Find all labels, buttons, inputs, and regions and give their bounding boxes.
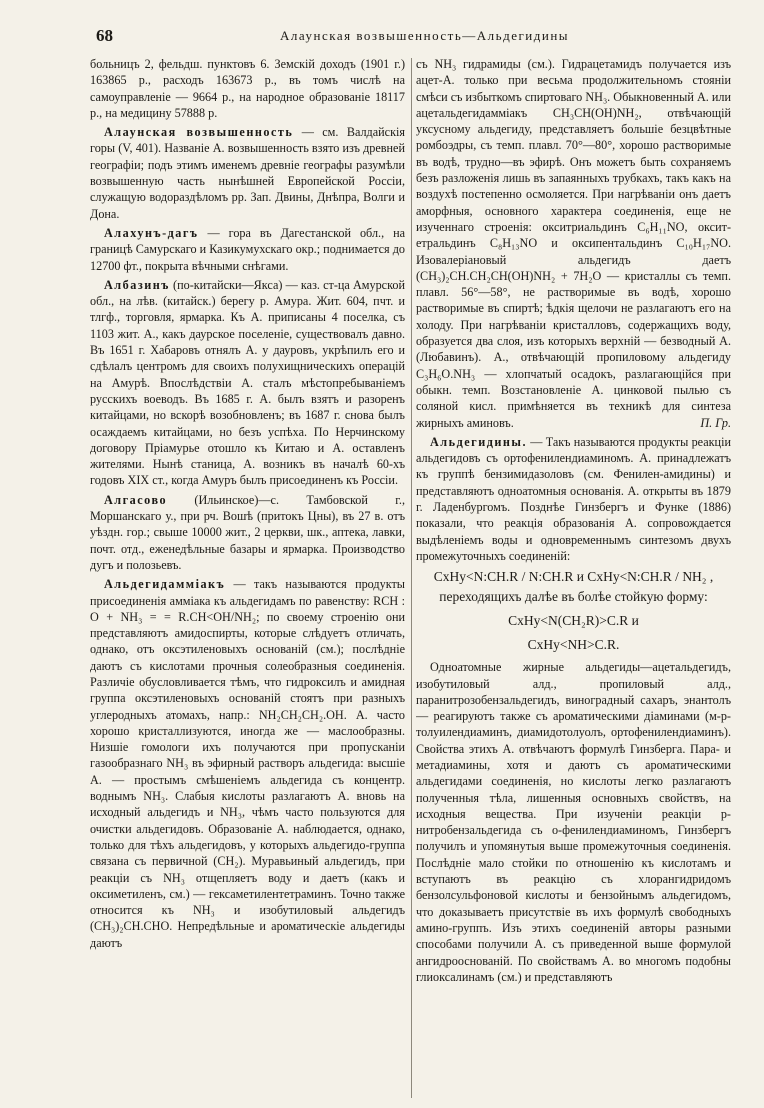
formula: CxHy<NH>C.R. bbox=[527, 637, 620, 653]
headword-algasovo: Алгасово bbox=[104, 492, 168, 507]
entry-text: — гора въ Дагестанской обл., на границѣ Самурскаго и Казикумухскаго окр.; поднимается до 12700 фт., покрыта вѣчными снѣгами. bbox=[90, 225, 405, 273]
paragraph-continuation bbox=[416, 56, 731, 431]
equation: = R.CH<OH/NH₂; bbox=[164, 609, 260, 624]
formula: CxHy<N:CH.R / N:CH.R и CxHy<N:CH.R / NH₂ , bbox=[433, 569, 714, 585]
paragraph-continuation: больницъ 2, фельдш. пунктовъ 6. Земскій доходъ (1901 г.) 163865 р., расходъ 163673 р., въ томъ числѣ на самоуправленіе — 9664 р., на народное образованіе 18117 р., на медицину 57888 р. bbox=[90, 57, 405, 120]
formula-stable-form-2 bbox=[416, 635, 731, 655]
entry-alaunskaya bbox=[90, 124, 405, 222]
column-divider bbox=[411, 58, 412, 1098]
entry-text: по своему строенію они представляютъ амидоспирты, которые слѣдуетъ отличать, однако, отъ оксэтиленовыхъ основаній (см.); послѣдніе даютъ съ кислотами прочныя солеобразныя соединенія. Различіе обусловливается тѣмъ, что гидроксилъ и амидная группа оксэтиленовыхъ основаній стоятъ при разныхъ углеродныхъ атомахъ, напр.: NH₂CH₂CH₂.OH. А. часто хорошо кристаллизуются, иногда же — маслообразны. Низшіе гомологи ихъ получаются при пропусканіи газообразнаго NH₃ въ эфирный растворъ альдегида: высшіе А. — простымъ смѣшеніемъ альдегида съ концентр. воднымъ NH₃. Слабыя кислоты разлагаютъ А. вновь на исходный альдегидъ и NH₃, чѣмъ часто пользуются для очистки альдегидовъ. Образованіе А. наблюдается, однако, только для тѣхъ альдегидовъ, у которыхъ альдегидо-группа связана съ первичной (CH₂). Муравьиный альдегидъ, при реакціи съ NH₃ отщепляетъ воду и даетъ (какъ и оксиметиленъ, см.) — гексаметилентетраминъ. Точно также относится къ NH₃ и изобутиловый альдегидъ (CH₃)₂CH.CHO. Непредѣльные и ароматическіе альдегиды даютъ bbox=[90, 609, 405, 950]
entry-algasovo bbox=[90, 492, 405, 573]
formula-text: переходящихъ далѣе въ болѣе стойкую форму: bbox=[439, 589, 708, 605]
headword-aldegidiny: Альдегидины. bbox=[430, 434, 527, 449]
entry-text: (по-китайски—Якса) — каз. ст-ца Амурской обл., на лѣв. (китайск.) берегу р. Амура. Жит. 604, пчт. и тлгф., торговля, ярмарка. Къ А. приписаны 4 поселка, съ 1103 жит. А., какъ даурское поселеніе, существовалъ давно. Въ 1651 г. Хабаровъ отнялъ А. у дауровъ, укрѣпилъ его и сдѣлалъ центромъ для своихъ полухищническихъ операцій на Амурѣ. Впослѣдствіи А. сталъ мѣстопребываніемъ русскихъ воеводъ. Въ 1685 г. А. былъ взятъ и разоренъ китайцами, но вскорѣ возобновленъ; въ 1687 г. снова былъ осаждаемъ китайцами, но безъ успѣха. По Нерчинскому договору Пріамурье отошло къ Китаю и А. оставленъ жителями. Нынѣ станица, А. возникъ въ началѣ 60-хъ годовъ XIX ст., когда Амуръ былъ присоединенъ къ Россіи. bbox=[90, 277, 405, 488]
entry-albazin bbox=[90, 277, 405, 489]
right-column bbox=[416, 56, 731, 1096]
headword-aldegidammiak: Альдегидаммiакъ bbox=[104, 577, 226, 592]
formula-intermediates bbox=[416, 567, 731, 607]
author-signature: П. Гр. bbox=[700, 415, 731, 430]
left-column bbox=[90, 56, 405, 1096]
entry-aldegidammiak bbox=[90, 576, 405, 951]
entry-text: — см. Валдайскія горы (V, 401). Названіе А. возвышенность взято изъ древней географіи; подъ этимъ именемъ древніе географы разумѣли возвышенную часть нынѣшней Европейской Россіи, служащую водораздѣломъ рр. Зап. Двины, Днѣпра, Волги и Дона. bbox=[90, 125, 405, 221]
headword-alaunskaya: Алаунская возвышенность bbox=[104, 125, 294, 140]
entry-text: съ NH₃ гидрамиды (см.). Гидрацетамидъ получается изъ ацет-А. только при весьма продолжительномъ стояніи смѣси съ избыткомъ спиртоваго NH₃. Обыкновенный А. или ацетальдегидаммiакъ CH₃CH(OH)NH₂, отвѣчающій уксусному альдегиду, представляетъ большіе безцвѣтные ромбоэдры, съ темп. плавл. 70°—80°, хорошо растворимые въ водѣ, трудно—въ эфирѣ. Онъ можетъ быть сохраняемъ безъ разложенія лишь въ запаянныхъ трубкахъ, такъ какъ на воздухѣ постепенно осмоляется. При нагрѣваніи онъ даетъ аморфныя, основного характера соединенія, еще не изученнаго строенія: окситриальдинъ C₆H₁₁NO, окситетральдинъ C₈H₁₃NO и оксипентальдинъ C₁₀H₁₇NO. Изовалеріановый альдегидъ даетъ (CH₃)₂CH.CH₂CH(OH)NH₂ + 7H₂O — кристаллы съ темп. плавл. 56°—58°, не растворимые въ водѣ, хорошо растворимые въ спиртѣ; ѣдкія щелочи не разлагаютъ его на холоду. При нагрѣваніи кристалловъ, содержащихъ воду, образуется два слоя, изъ которыхъ верхній — безводный А. (Любавинъ). А., отвѣчающій пропиловому альдегиду C₃H₆O.NH₃ — хлопчатый осадокъ, разлагающійся при обыкн. темп. Возстановленіе А. цинковой пылью съ соляной кисл. примѣняется въ техникѣ для синтеза жирныхъ аминовъ. bbox=[416, 57, 731, 430]
formula-stable-form bbox=[416, 611, 731, 631]
headword-alahun-dag: Алахунъ-дагъ bbox=[104, 225, 199, 240]
entry-text: (Ильинское)—с. Тамбовской г., Моршанскаго у., при рч. Вошѣ (притокъ Цны), въ 27 в. отъ уѣздн. гор.; свыше 10000 жит., 2 церкви, шк., аптека, лавки, почт. отд., еженедѣльные базары и ярмарка. Производство дугъ и полозьевъ. bbox=[90, 492, 405, 572]
formula: CxHy<N(CH₂R)>C.R и bbox=[508, 613, 639, 629]
entry-aldegidiny bbox=[416, 434, 731, 564]
equation: RCH : O + NH₃ = bbox=[90, 593, 405, 624]
running-header: Алаунская возвышенность—Альдегидины bbox=[280, 28, 570, 43]
entry-text: — Такъ называются продукты реакціи альдегидовъ съ ортофенилендиаминомъ. А. принадлежатъ къ группѣ бензимидазоловъ (см. Фенилен-амидины) и представляютъ одноатомныя основанія. А. открыты въ 1879 г. Ладенбургомъ. Позднѣе Гинзбергъ и Функе (1886) показали, что реакція образованія А. сопровождается выдѣленіемъ воды и одновременнымъ синтезомъ двухъ промежуточныхъ соединеній: bbox=[416, 434, 731, 563]
paragraph-body: Одноатомные жирные альдегиды—ацетальдегидъ, изобутиловый алд., пропиловый алд., паранитрозобензальдегидъ, виноградный сахаръ, энантолъ — реагируютъ также съ ароматическими діаминами (м-р-толуилендиаминъ, диамидотолуолъ, ортофенилендиаминъ). Свойства этихъ А. отвѣчаютъ формулѣ Гинзберга. Пара- и метадиамины, хотя и даютъ съ ароматическими альдегидами соединенія, но кислоты легко разлагаютъ полученныя тѣла, лишенныя основныхъ свойствъ, на исходныя вещества. При изученіи реакціи р-нитробензальдегида съ о-фенилендиаминомъ, Гинзбергъ получилъ и упомянутыя выше промежуточныя соединенія. Послѣдніе мало стойки по отношенію къ кислотамъ и вступаютъ въ реакцію съ хлорангидридомъ бензолсульфоновой кислоты и бензойнымъ альдегидомъ, что доказываетъ присутствіе въ ихъ формулѣ свободныхъ амино-группъ. Изъ этихъ соединеній авторы разными способами получили А. съ приведенной выше формулой ангидрооснованій. По свойствамъ А. во многомъ подобны глиоксалинамъ (см.) и представляютъ bbox=[416, 660, 731, 984]
entry-text: — такъ называются продукты присоединенія аммiака къ альдегидамъ по равенству: bbox=[90, 577, 405, 608]
headword-albazin: Албазинъ bbox=[104, 277, 170, 292]
entry-alahun-dag bbox=[90, 225, 405, 274]
page-number: 68 bbox=[96, 26, 113, 45]
